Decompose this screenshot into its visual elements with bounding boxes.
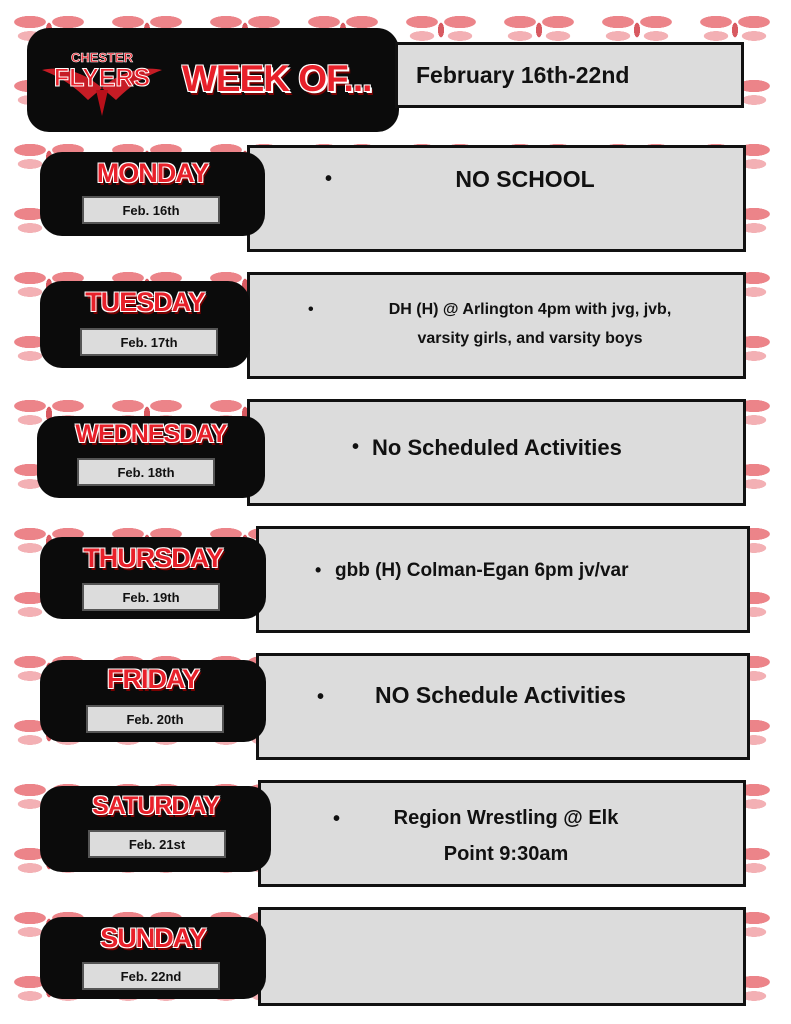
day-name-tuesday: TUESDAY bbox=[85, 287, 205, 317]
monday-event-box bbox=[247, 145, 746, 252]
day-name-sunday: SUNDAY bbox=[100, 923, 206, 953]
day-date-friday: Feb. 20th bbox=[86, 705, 224, 733]
day-date-wednesday: Feb. 18th bbox=[77, 458, 215, 486]
thursday-badge bbox=[40, 537, 266, 619]
friday-badge bbox=[40, 660, 266, 742]
tuesday-event-line1: DH (H) @ Arlington 4pm with jvg, jvb, bbox=[388, 301, 672, 318]
bullet: • bbox=[352, 436, 360, 458]
bullet: • bbox=[325, 168, 333, 190]
logo-main-text: FLYERS bbox=[53, 64, 151, 92]
bullet: • bbox=[333, 808, 341, 830]
friday-event-box bbox=[256, 653, 750, 760]
day-date-sunday: Feb. 22nd bbox=[82, 962, 220, 990]
wednesday-event-box bbox=[247, 399, 746, 506]
day-date-thursday: Feb. 19th bbox=[82, 583, 220, 611]
day-name-wednesday: WEDNESDAY bbox=[75, 420, 227, 448]
logo-top-text: CHESTER bbox=[70, 50, 134, 65]
thursday-event-box bbox=[256, 526, 750, 633]
day-date-monday: Feb. 16th bbox=[82, 196, 220, 224]
tuesday-event-box bbox=[247, 272, 746, 379]
bullet: • bbox=[317, 686, 325, 708]
tuesday-badge bbox=[40, 281, 250, 368]
tuesday-event-line2: varsity girls, and varsity boys bbox=[417, 330, 643, 347]
saturday-event-line2: Point 9:30am bbox=[443, 843, 569, 865]
saturday-event-box bbox=[258, 780, 746, 887]
week-of-title: WEEK OF... bbox=[182, 58, 372, 99]
chester-flyers-logo bbox=[38, 40, 166, 120]
wednesday-event-text: No Scheduled Activities bbox=[372, 435, 622, 460]
week-date-range: February 16th-22nd bbox=[395, 42, 744, 108]
saturday-badge bbox=[40, 786, 271, 872]
bullet: • bbox=[315, 560, 322, 580]
day-name-friday: FRIDAY bbox=[106, 664, 200, 694]
day-name-thursday: THURSDAY bbox=[83, 543, 223, 573]
day-date-tuesday: Feb. 17th bbox=[80, 328, 218, 356]
bullet: • bbox=[308, 301, 314, 318]
day-name-saturday: SATURDAY bbox=[92, 792, 219, 820]
day-name-monday: MONDAY bbox=[96, 158, 209, 188]
thursday-event-text: gbb (H) Colman-Egan 6pm jv/var bbox=[335, 560, 629, 581]
sunday-badge bbox=[40, 917, 266, 999]
sunday-event-box bbox=[258, 907, 746, 1006]
saturday-event-line1: Region Wrestling @ Elk bbox=[393, 807, 619, 829]
monday-badge bbox=[40, 152, 265, 236]
day-date-saturday: Feb. 21st bbox=[88, 830, 226, 858]
monday-event-text: NO SCHOOL bbox=[455, 166, 595, 192]
wednesday-badge bbox=[37, 416, 265, 498]
friday-event-text: NO Schedule Activities bbox=[375, 682, 626, 708]
